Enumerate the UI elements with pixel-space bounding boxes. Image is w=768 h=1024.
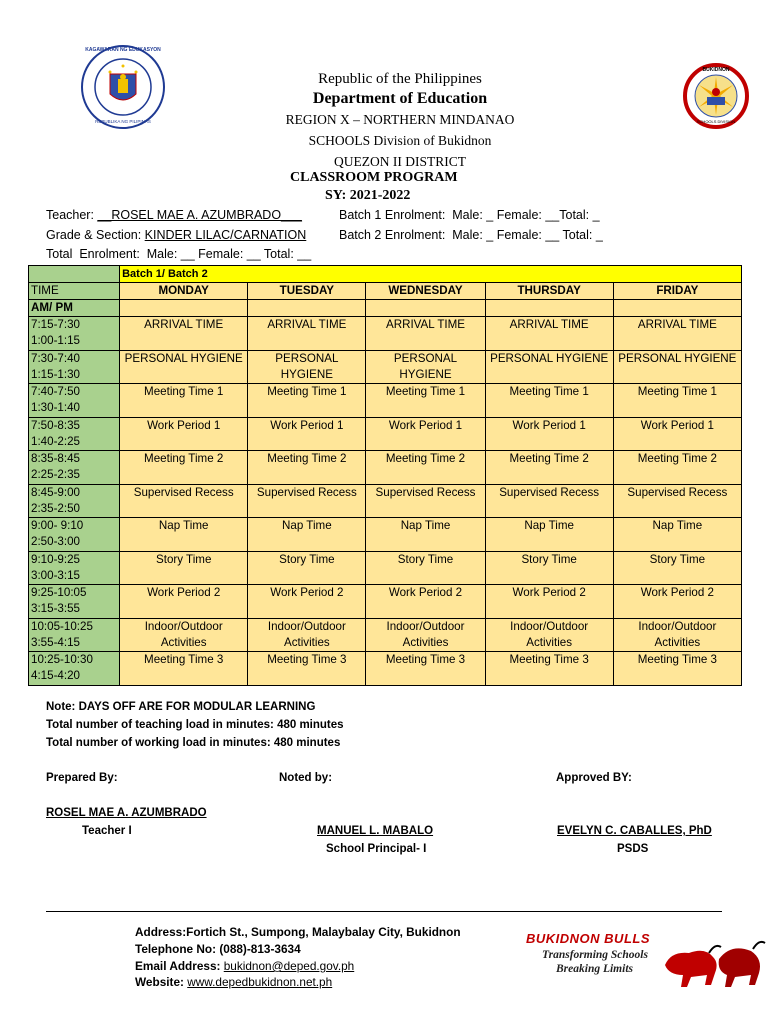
- left-seal-bottom-text: REPUBLIKA NG PILIPINAS: [95, 119, 151, 124]
- prepared-by-label: Prepared By:: [46, 772, 118, 784]
- day-header-tuesday: TUESDAY: [248, 283, 366, 300]
- note-working-load: Total number of working load in minutes: 480 minutes: [46, 737, 341, 749]
- activity-cell-friday: Story Time: [613, 551, 741, 585]
- activity-cell-thursday: PERSONAL HYGIENE: [485, 350, 613, 384]
- ampm-row: [29, 300, 742, 317]
- activity-cell-tuesday: Meeting Time 1: [248, 384, 366, 418]
- noted-by-label: Noted by:: [279, 772, 333, 784]
- time-slot: [29, 652, 120, 686]
- activity-cell-tuesday: Indoor/Outdoor Activities: [248, 618, 366, 652]
- pm-time: 2:25-2:35: [31, 468, 80, 481]
- activity-cell-monday: Work Period 1: [120, 417, 248, 451]
- batch1-enrolment: Batch 1 Enrolment: Male: _ Female: __Total: _: [339, 208, 600, 222]
- teacher-value: __ROSEL MAE A. AZUMBRADO___: [97, 208, 302, 222]
- activity-cell-tuesday: Story Time: [248, 551, 366, 585]
- am-time: 7:30-7:40: [31, 351, 80, 365]
- schedule-row: [29, 551, 742, 585]
- note-teaching-load: Total number of teaching load in minutes: 480 minutes: [46, 719, 344, 731]
- activity-cell-tuesday: Work Period 1: [248, 417, 366, 451]
- batch-time-spacer: [29, 266, 120, 283]
- department-line: Department of Education: [312, 90, 488, 107]
- footer-address: Address:Fortich St., Sumpong, Malaybalay City, Bukidnon: [135, 925, 461, 939]
- noted-by-name: MANUEL L. MABALO: [317, 825, 434, 837]
- am-time: 8:35-8:45: [31, 452, 80, 465]
- pm-time: 1:00-1:15: [31, 334, 80, 347]
- time-slot: [29, 518, 120, 552]
- pm-time: 3:15-3:55: [31, 602, 80, 615]
- am-time: 7:40-7:50: [31, 385, 80, 398]
- activity-cell-tuesday: Meeting Time 2: [248, 451, 366, 485]
- am-time: 7:50-8:35: [31, 418, 80, 432]
- time-slot: [29, 317, 120, 351]
- pm-time: 3:55-4:15: [31, 635, 80, 649]
- grade-label: Grade & Section:: [46, 228, 145, 242]
- activity-cell-wednesday: Work Period 2: [366, 585, 485, 619]
- activity-cell-thursday: ARRIVAL TIME: [485, 317, 613, 351]
- activity-cell-monday: Meeting Time 3: [120, 652, 248, 686]
- activity-cell-friday: ARRIVAL TIME: [613, 317, 741, 351]
- activity-cell-tuesday: Nap Time: [248, 518, 366, 552]
- activity-cell-thursday: Nap Time: [485, 518, 613, 552]
- time-slot: [29, 350, 120, 384]
- ampm-blank: [248, 300, 366, 317]
- activity-cell-wednesday: Work Period 1: [366, 417, 485, 451]
- right-seal-text: BUKIDNON: [702, 67, 730, 73]
- schedule-row: [29, 618, 742, 652]
- batch-row: [29, 266, 742, 283]
- email-link[interactable]: bukidnon@deped.gov.ph: [223, 959, 355, 973]
- division-seal-logo: [683, 63, 749, 129]
- approved-by-title: PSDS: [617, 843, 649, 855]
- activity-cell-friday: Work Period 1: [613, 417, 741, 451]
- teacher-line: [46, 208, 302, 222]
- schedule-row: [29, 451, 742, 485]
- day-header-monday: MONDAY: [120, 283, 248, 300]
- activity-cell-monday: ARRIVAL TIME: [120, 317, 248, 351]
- activity-cell-wednesday: Indoor/Outdoor Activities: [366, 618, 485, 652]
- activity-cell-monday: Meeting Time 2: [120, 451, 248, 485]
- activity-cell-monday: PERSONAL HYGIENE: [120, 350, 248, 384]
- ampm-blank: [366, 300, 485, 317]
- bull-icon: [661, 933, 766, 989]
- activity-cell-wednesday: ARRIVAL TIME: [366, 317, 485, 351]
- day-header-friday: FRIDAY: [613, 283, 741, 300]
- am-time: 9:10-9:25: [31, 552, 80, 566]
- pm-time: 1:40-2:25: [31, 434, 80, 448]
- schedule-row: [29, 652, 742, 686]
- prepared-by-name: ROSEL MAE A. AZUMBRADO: [46, 807, 207, 819]
- am-time: 9:25-10:05: [31, 586, 87, 599]
- activity-cell-monday: Work Period 2: [120, 585, 248, 619]
- activity-cell-thursday: Story Time: [485, 551, 613, 585]
- am-time: 10:05-10:25: [31, 619, 93, 633]
- activity-cell-wednesday: Nap Time: [366, 518, 485, 552]
- time-slot: [29, 417, 120, 451]
- footer-telephone: Telephone No: (088)-813-3634: [135, 942, 301, 956]
- batch-label: Batch 1/ Batch 2: [120, 266, 742, 283]
- schedule-row: [29, 417, 742, 451]
- am-time: 7:15-7:30: [31, 318, 80, 331]
- noted-by-title: School Principal- I: [326, 843, 427, 855]
- activity-cell-wednesday: Meeting Time 2: [366, 451, 485, 485]
- time-slot: [29, 551, 120, 585]
- activity-cell-friday: Meeting Time 2: [613, 451, 741, 485]
- activity-cell-tuesday: ARRIVAL TIME: [248, 317, 366, 351]
- activity-cell-friday: PERSONAL HYGIENE: [613, 350, 741, 384]
- batch2-enrolment: Batch 2 Enrolment: Male: _ Female: __ Total: _: [339, 228, 603, 242]
- time-slot: [29, 585, 120, 619]
- pm-time: 2:50-3:00: [31, 535, 80, 548]
- activity-cell-tuesday: Work Period 2: [248, 585, 366, 619]
- activity-cell-monday: Indoor/Outdoor Activities: [120, 618, 248, 652]
- am-time: 10:25-10:30: [31, 653, 93, 666]
- activity-cell-tuesday: PERSONAL HYGIENE: [248, 350, 366, 384]
- pm-time: 4:15-4:20: [31, 669, 80, 682]
- left-seal-text: KAGAWARAN NG EDUKASYON: [85, 47, 161, 53]
- division-line: SCHOOLS Division of Bukidnon: [308, 133, 492, 148]
- schedule-row: [29, 384, 742, 418]
- activity-cell-friday: Supervised Recess: [613, 484, 741, 518]
- prepared-by-title: Teacher I: [82, 825, 132, 837]
- website-label: Website:: [135, 975, 188, 989]
- activity-cell-friday: Work Period 2: [613, 585, 741, 619]
- activity-cell-thursday: Meeting Time 2: [485, 451, 613, 485]
- logo-title: BUKIDNON BULLS: [526, 931, 650, 946]
- activity-cell-thursday: Meeting Time 3: [485, 652, 613, 686]
- activity-cell-thursday: Meeting Time 1: [485, 384, 613, 418]
- schedule-table: [28, 265, 742, 686]
- note-days-off: Note: DAYS OFF ARE FOR MODULAR LEARNING: [46, 701, 316, 713]
- activity-cell-wednesday: Meeting Time 3: [366, 652, 485, 686]
- activity-cell-wednesday: Supervised Recess: [366, 484, 485, 518]
- activity-cell-tuesday: Meeting Time 3: [248, 652, 366, 686]
- republic-line: Republic of the Philippines: [318, 71, 482, 87]
- footer-website: [135, 975, 332, 989]
- ampm-blank: [613, 300, 741, 317]
- logo-line2: Breaking Limits: [556, 963, 633, 975]
- activity-cell-thursday: Work Period 1: [485, 417, 613, 451]
- schedule-row: [29, 350, 742, 384]
- ampm-blank: [485, 300, 613, 317]
- pm-time: 3:00-3:15: [31, 568, 80, 582]
- logo-line1: Transforming Schools: [542, 949, 648, 961]
- region-line: REGION X – NORTHERN MINDANAO: [285, 112, 515, 127]
- schedule-row: [29, 518, 742, 552]
- time-slot: [29, 618, 120, 652]
- schedule-row: [29, 317, 742, 351]
- total-enrolment: Total Enrolment: Male: __ Female: __ Total: __: [46, 247, 312, 261]
- approved-by-label: Approved BY:: [556, 772, 632, 784]
- activity-cell-friday: Meeting Time 3: [613, 652, 741, 686]
- ampm-blank: [120, 300, 248, 317]
- activity-cell-tuesday: Supervised Recess: [248, 484, 366, 518]
- approved-by-name: EVELYN C. CABALLES, PhD: [557, 825, 712, 837]
- schedule-row: [29, 484, 742, 518]
- grade-line: [46, 228, 306, 242]
- activity-cell-monday: Story Time: [120, 551, 248, 585]
- time-header: TIME: [29, 283, 120, 300]
- right-seal-bottom-text: SCHOOLS DIVISION: [696, 119, 736, 124]
- day-header-wednesday: WEDNESDAY: [366, 283, 485, 300]
- program-title: CLASSROOM PROGRAM: [290, 170, 458, 185]
- grade-value: KINDER LILAC/CARNATION: [144, 228, 307, 242]
- bukidnon-bulls-logo: [526, 925, 766, 995]
- activity-cell-friday: Indoor/Outdoor Activities: [613, 618, 741, 652]
- footer-divider: [46, 911, 722, 912]
- activity-cell-friday: Meeting Time 1: [613, 384, 741, 418]
- activity-cell-thursday: Indoor/Outdoor Activities: [485, 618, 613, 652]
- am-time: 8:45-9:00: [31, 485, 80, 499]
- am-time: 9:00- 9:10: [31, 519, 84, 532]
- schedule-row: [29, 585, 742, 619]
- time-slot: [29, 384, 120, 418]
- pm-time: 1:30-1:40: [31, 401, 80, 414]
- district-line: QUEZON II DISTRICT: [334, 154, 466, 169]
- time-slot: [29, 451, 120, 485]
- deped-seal-logo: [80, 44, 166, 130]
- email-label: Email Address:: [135, 959, 224, 973]
- activity-cell-monday: Meeting Time 1: [120, 384, 248, 418]
- teacher-label: Teacher:: [46, 208, 98, 222]
- activity-cell-monday: Nap Time: [120, 518, 248, 552]
- ampm-header: AM/ PM: [29, 300, 120, 317]
- activity-cell-thursday: Supervised Recess: [485, 484, 613, 518]
- activity-cell-monday: Supervised Recess: [120, 484, 248, 518]
- day-header-thursday: THURSDAY: [485, 283, 613, 300]
- time-slot: [29, 484, 120, 518]
- website-link[interactable]: www.depedbukidnon.net.ph: [187, 975, 333, 989]
- pm-time: 1:15-1:30: [31, 367, 80, 381]
- pm-time: 2:35-2:50: [31, 501, 80, 515]
- school-year: SY: 2021-2022: [325, 188, 411, 203]
- footer-email: [135, 959, 354, 973]
- activity-cell-wednesday: Meeting Time 1: [366, 384, 485, 418]
- header-row: [29, 283, 742, 300]
- activity-cell-friday: Nap Time: [613, 518, 741, 552]
- activity-cell-wednesday: PERSONAL HYGIENE: [366, 350, 485, 384]
- activity-cell-thursday: Work Period 2: [485, 585, 613, 619]
- activity-cell-wednesday: Story Time: [366, 551, 485, 585]
